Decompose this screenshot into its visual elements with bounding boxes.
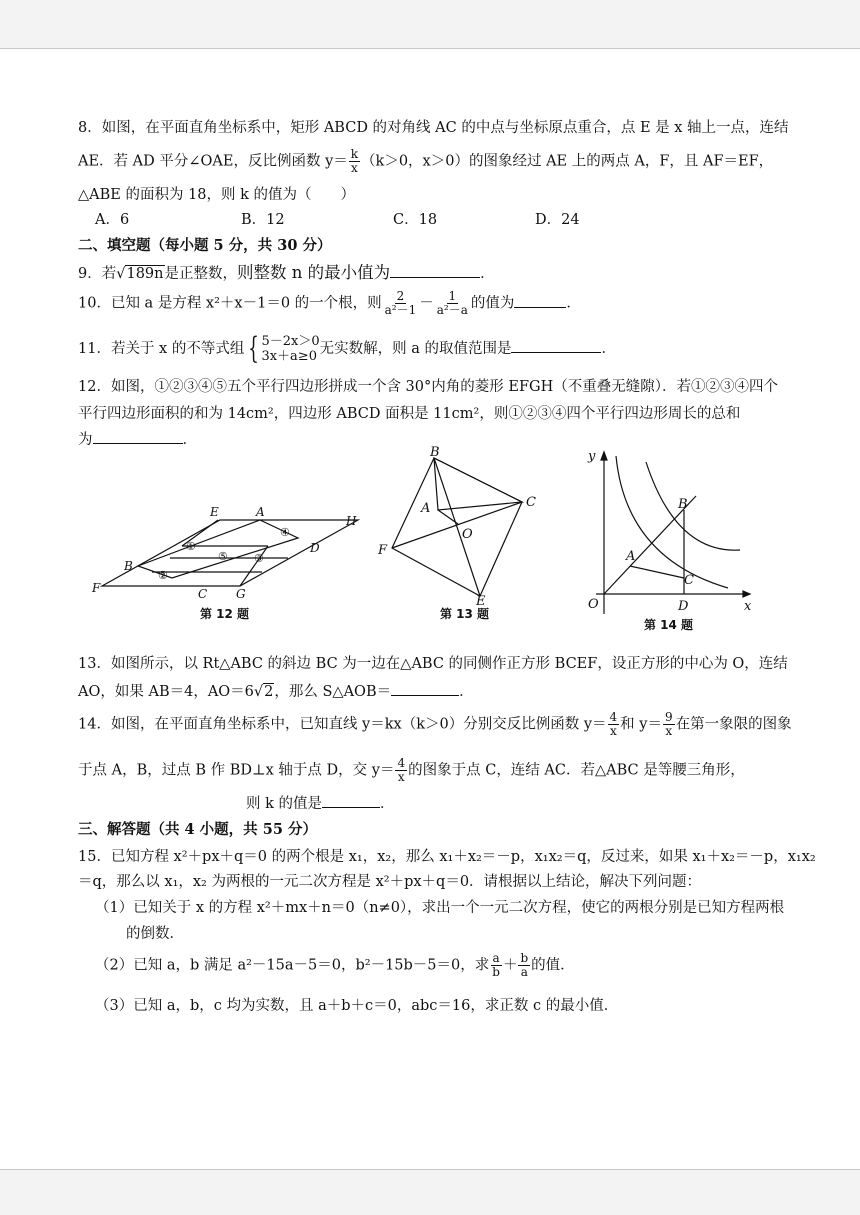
fig14-label-c: C: [684, 573, 694, 588]
fig12-label-2: ②: [158, 569, 168, 582]
q14-fraction-3: $\frac{4}{x}$: [397, 756, 406, 784]
fig12-label-b: B: [124, 559, 133, 573]
q10-answer-blank[interactable]: [514, 293, 566, 308]
q9-radical: 189n: [126, 266, 164, 282]
q14-line-1: [78, 711, 792, 738]
triangle-abc: [434, 458, 522, 510]
fig13-label-b: B: [430, 446, 440, 460]
q15-line-2: ＝q，那么以 x₁，x₂ 为两根的一元二次方程是 x²＋px＋q＝0．请根据以上结论，解决下列问题：: [78, 874, 702, 890]
q15-part-1-line-2: 的倒数．: [126, 926, 184, 942]
q13-text-a: AO，如果 AB＝4，AO＝6: [78, 684, 254, 700]
q10-text-b: 的值为: [470, 295, 515, 312]
q11-inequality-system: { 5－2x＞0 3x＋a≥0: [248, 331, 320, 366]
fig13-label-e: E: [476, 594, 486, 606]
q8-option-a: A．6: [95, 212, 130, 228]
fig13-label-c: C: [526, 495, 536, 510]
fig14-label-x: x: [744, 599, 752, 614]
q15-plus: ＋: [502, 957, 518, 974]
q12-text: 为: [78, 432, 93, 448]
q12-line-2: 平行四边形面积的和为 14cm²，四边形 ABCD 面积是 11cm²，则①②③④四个平行四边形周长的总和: [78, 406, 741, 422]
q13-line-1: 13．如图所示，以 Rt△ABC 的斜边 BC 为一边在△ABC 的同侧作正方形 BCEF，设正方形的中心为 O，连结: [78, 656, 788, 672]
curve-9-over-x: [646, 462, 740, 550]
q14-text-c: 在第一象限的图象: [675, 716, 792, 733]
x-axis-arrow: [743, 591, 750, 597]
fig13-label-a: A: [421, 501, 431, 516]
q11-text-b: 无实数解，则 a 的取值范围是: [319, 341, 512, 357]
q8-line-1: 8．如图，在平面直角坐标系中，矩形 ABCD 的对角线 AC 的中点与坐标原点重合，点 E 是 x 轴上一点，连结: [78, 120, 789, 136]
q10-text-a: 10．已知 a 是方程 x²＋x－1＝0 的一个根，则: [78, 295, 382, 312]
q8-option-d: D．24: [535, 212, 580, 228]
fig12-label-4: ④: [280, 526, 290, 539]
q9-line: 9．若√189n是正整数，则整数 n 的最小值为 ．: [78, 263, 495, 282]
q12-line-1: 12．如图，①②③④⑤五个平行四边形拼成一个含 30°内角的菱形 EFGH（不重叠无缝隙）．若①②③④四个: [78, 379, 778, 395]
fig14-label-d: D: [678, 599, 689, 614]
fig12-label-c: C: [198, 587, 208, 600]
q14-text-a: 14．如图，在平面直角坐标系中，已知直线 y＝kx（k＞0）分别交反比例函数 y＝: [78, 716, 607, 733]
fig12-label-1: ①: [186, 540, 196, 553]
q14-text-b: 和 y＝: [620, 716, 662, 733]
fig13-label-f: F: [378, 543, 388, 558]
q14-text-d: 于点 A，B，过点 B 作 BD⊥x 轴于点 D，交 y＝: [78, 762, 395, 779]
q11-row-2: 3x＋a≥0: [261, 349, 317, 364]
fig12-label-f: F: [92, 581, 101, 595]
q15-fraction-b-over-a: $\frac{b}{a}$: [520, 951, 529, 979]
q8-fraction: $\frac{k}{x}$: [350, 147, 359, 175]
q14-fraction-2: $\frac{9}{x}$: [664, 710, 673, 738]
q14-end: ．: [380, 796, 395, 812]
section-3-heading: 三、解答题（共 4 小题，共 55 分）: [78, 821, 317, 838]
q10-line: [78, 290, 581, 317]
q9-text-c: 则整数 n 的最小值为: [237, 263, 391, 282]
q8-line-2: [78, 148, 773, 175]
q13-text-b: ，那么 S△AOB＝: [274, 684, 392, 700]
q15-line-1: 15．已知方程 x²＋px＋q＝0 的两个根是 x₁，x₂，那么 x₁＋x₂＝－p，x₁x₂＝q，反过来，如果 x₁＋x₂＝－p，x₁x₂: [78, 849, 816, 865]
figure-12: [90, 500, 380, 600]
q9-end: ．: [480, 266, 495, 282]
q8-text-a: AE．若 AD 平分∠OAE，反比例函数 y＝: [78, 153, 348, 170]
q13-radical: 2: [264, 684, 274, 700]
q14-fraction-1: $\frac{4}{x}$: [609, 710, 618, 738]
fig14-label-b: B: [678, 497, 688, 512]
q15-part-1-line-1: （1）已知关于 x 的方程 x²＋mx＋n＝0（n≠0），求出一个一元二次方程，使它的两根分别是已知方程两根: [95, 900, 785, 916]
q14-line-3: [246, 792, 395, 813]
q11-end: ．: [601, 341, 616, 357]
fig12-label-g: G: [236, 587, 246, 600]
y-axis-arrow: [601, 452, 607, 460]
q15-part-2-text-a: （2）已知 a，b 满足 a²－15a－5＝0，b²－15b－5＝0，求: [95, 957, 490, 974]
q13-answer-blank[interactable]: [391, 681, 459, 696]
q10-fraction-1: $\frac{2}{\text{a²－1}}$: [384, 289, 417, 317]
fig14-label-y: y: [588, 449, 596, 464]
q10-end: ．: [566, 295, 581, 312]
q14-text-f: 则 k 的值是: [246, 796, 323, 812]
q9-answer-blank[interactable]: [390, 263, 480, 278]
q11-row-1: 5－2x＞0: [261, 334, 320, 349]
figure-14: [580, 446, 760, 618]
figure-14-caption: 第 14 题: [644, 618, 694, 632]
q15-part-2-text-b: 的值．: [531, 957, 575, 974]
q15-part-3: （3）已知 a，b，c 均为实数，且 a＋b＋c＝0，abc＝16，求正数 c 的最小值．: [95, 998, 619, 1014]
q9-text-b: 是正整数，: [164, 266, 237, 282]
q14-line-2: [78, 757, 745, 784]
q11-line: [78, 331, 616, 366]
figure-13: [374, 446, 544, 606]
fig12-label-5: ⑤: [218, 550, 228, 563]
q12-answer-blank[interactable]: [93, 429, 183, 444]
q13-end: ．: [459, 684, 474, 700]
figure-13-caption: 第 13 题: [440, 607, 490, 621]
q8-option-b: B．12: [241, 212, 285, 228]
fig12-label-a: A: [256, 505, 265, 519]
q14-text-e: 的图象于点 C，连结 AC．若△ABC 是等腰三角形，: [408, 762, 745, 779]
q12-end: ．: [182, 432, 197, 448]
q15-part-2: [95, 952, 575, 979]
section-2-heading: 二、填空题（每小题 5 分，共 30 分）: [78, 237, 332, 254]
fig12-label-e: E: [210, 505, 219, 519]
segment-ac: [630, 566, 684, 578]
q8-line-3: △ABE 的面积为 18，则 k 的值为（ ）: [78, 187, 356, 203]
fig12-label-d: D: [310, 541, 320, 555]
q10-fraction-2: $\frac{1}{\text{a²－a}}$: [436, 289, 468, 317]
q12-line-3: [78, 428, 197, 449]
figure-12-caption: 第 12 题: [200, 607, 250, 621]
q14-answer-blank[interactable]: [322, 793, 380, 808]
fig13-label-o: O: [462, 527, 473, 542]
q10-minus: －: [419, 295, 434, 312]
q9-text-a: 9．若: [78, 266, 117, 282]
fig14-label-a: A: [626, 549, 636, 564]
q11-answer-blank[interactable]: [511, 338, 601, 353]
q8-option-c: C．18: [393, 212, 438, 228]
fig12-label-h: H: [346, 514, 357, 528]
fig12-label-3: ③: [254, 552, 264, 565]
q13-line-2: AO，如果 AB＝4，AO＝6√2，那么 S△AOB＝ ．: [78, 680, 474, 701]
q11-text-a: 11．若关于 x 的不等式组: [78, 341, 245, 357]
q15-fraction-a-over-b: $\frac{a}{b}$: [492, 951, 500, 979]
q8-text-b: （k＞0，x＞0）的图象经过 AE 上的两点 A，F，且 AF＝EF，: [361, 153, 774, 170]
fig14-label-o: O: [588, 597, 599, 612]
